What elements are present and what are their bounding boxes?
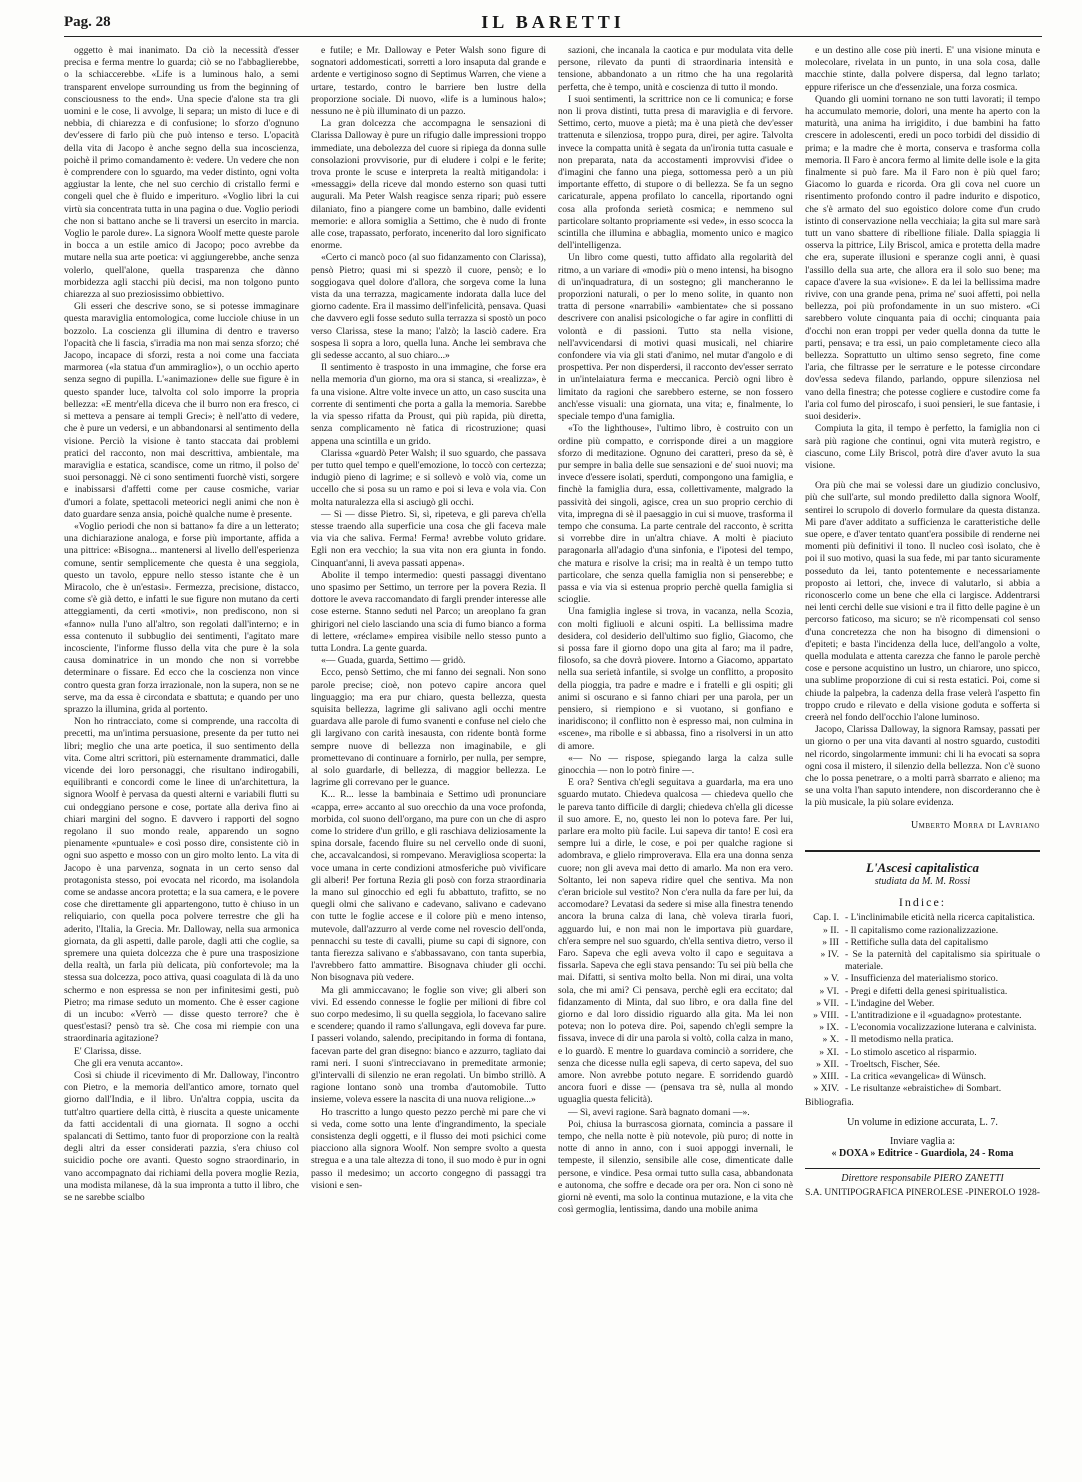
toc-chapter-title: - L'indagine del Weber. bbox=[845, 997, 935, 1009]
toc-chapter-title: - Il capitalismo come razionalizzazione. bbox=[845, 924, 999, 936]
bibliography: Bibliografia. bbox=[805, 1097, 854, 1109]
paragraph: Ma gli ammiccavano; le foglie son vive; gli alberi son vivi. Ed essendo connesse le foglie per milioni di fibre col suo corpo medesimo, lì su quella seggiola, lo facevano salire e scendere; quando il ramo s'allungava, egli doveva far pure. I passeri volando, salendo, precipitando in forma di fontana, facevan parte del gran disegno: bianco e azzurro, tagliato dai rami neri. I suoni s'intrecciavano in premeditate armonie; gl'intervalli di silenzio ne eran regolati. Un bimbo strillò. A ragione lontano sonò una tromba d'automobile. Tutto insieme, voleva essere la nascita di una nuova religione...» bbox=[311, 984, 546, 1106]
paragraph: Una famiglia inglese si trova, in vacanza, nella Scozia, con molti figliuoli e alcuni ospiti. La bellissima madre desidera, col desiderio dell'ultimo suo figlio, Giacomo, che si possa fare il giorno dopo una gita al faro; ma il padre, filosofo, sa che dovrà piovere. Intorno a Giacomo, appartato nella sua serietà infantile, si svolge un conflitto, a proposito della pioggia, tra padre e madre e i fratelli e gli ospiti; gli animi si oscurano e si fanno chiari per una parola, per un pensiero, si riempiono e si vuotano, si gonfiano e inaridiscono; il conflitto non è espresso mai, non culmina in «scene», ma ribolle e si abbassa, fino a risolversi in un atto di amore. bbox=[558, 606, 793, 752]
toc-chapter-title: - Insufficienza del materialismo storico. bbox=[845, 973, 999, 985]
toc-chapter-title: - Lo stimolo ascetico al risparmio. bbox=[845, 1046, 977, 1058]
divider bbox=[805, 850, 1040, 852]
author-signature: Umberto Morra di Lavriano bbox=[910, 819, 1040, 831]
toc-chapter-number: Cap. I. bbox=[813, 912, 839, 924]
toc-item bbox=[805, 1083, 1040, 1095]
column-1 bbox=[64, 45, 299, 1465]
volume-price: Un volume in edizione accurata, L. 7. bbox=[847, 1116, 998, 1128]
toc-item bbox=[805, 1071, 1040, 1083]
paragraph: Ho trascritto a lungo questo pezzo perchè mi pare che vi si veda, come sotto una lente d'ingrandimento, la speciale consistenza degli oggetti, e il flusso dei moti psichici come piacciono alla signora Woolf. Non sempre svolto a questa stregua e a una tale altezza di tono, il suo modo è pur in ogni passo il medesimo; un accorto congegno di passaggi tra visioni e sen- bbox=[311, 1106, 546, 1191]
toc-item bbox=[805, 1010, 1040, 1022]
toc-item bbox=[805, 998, 1040, 1010]
printer: S.A. UNITIPOGRAFICA PINEROLESE -PINEROLO 1928- bbox=[805, 1188, 1040, 1199]
paragraph: «To the lighthouse», l'ultimo libro, è costruito con un ordine più compatto, e corrisponde direi a un maggiore sforzo di meditazione. Ognuno dei caratteri, preso da sè, è pur sempre in balìa delle sue sensazioni e de' suoi nuovi; ma invece d'essere isolati, sperduti, compongono una famiglia, e finchè la famiglia dura, essa, collettivamente, malgrado la passività dei singoli, agisce, crea un suo proprio cerchio di vita, impregna di sè il paesaggio in cui si muove, trasforma il tempo che consuma. La parte centrale del racconto, è scritta si vorrebbe dire in un'altra chiave. A molti è piaciuto paragonarla all'adagio d'una sinfonia, e l'ipotesi del tempo, che matura e risolve la crisi; ma in realtà è un tempo tutto particolare, che senza quella famiglia non si penserebbe; e passa e via via si estenua proprio perchè quella famiglia si scioglie. bbox=[558, 423, 793, 606]
toc-item bbox=[805, 1034, 1040, 1046]
toc-chapter-number: » IV. bbox=[820, 949, 839, 961]
masthead-title: IL BARETTI bbox=[481, 12, 625, 32]
paragraph: E' Clarissa, disse. bbox=[74, 1045, 142, 1057]
toc-chapter-title: - Il metodismo nella pratica. bbox=[845, 1034, 954, 1046]
index-heading: Indice: bbox=[898, 895, 947, 910]
paragraph: «— Guada, guarda, Settimo — gridò. bbox=[321, 655, 466, 667]
toc-chapter-number: » V. bbox=[823, 973, 839, 985]
toc-chapter-number: » II. bbox=[823, 924, 839, 936]
column-3 bbox=[558, 45, 793, 1465]
paragraph: La gran dolcezza che accompagna le sensazioni di Clarissa Dalloway è pure un rifugio dalle impressioni troppo immediate, una debolezza del cuore si ripiega da donna sulle consolazioni provvisorie, pur di eludere i colpi e le ferite; trova pronte le scuse e interpreta la realtà mitigandola: i «messaggi» della riceve dal mondo esterno son quasi tutti augurali. Ma Peter Walsh reagisce senza ripari; può essere dilaniato, fino a piangere come un bambino, dalle evidenti memorie: e allora somiglia a Settimo, che è nudo di fronte alle cose, trapassato, perforato, incenerito dal loro significato enorme. bbox=[311, 118, 546, 252]
columns bbox=[64, 45, 1042, 1465]
paragraph: e un destino alle cose più inerti. E' una visione minuta e molecolare, rivelata in un punto, in una sola cosa, dalle macchie stinte, dalla polvere dispersa, dal legno tarlato; eppure riferisce un che d'essenziale, una forza cosmica. bbox=[805, 45, 1040, 93]
section-break bbox=[805, 472, 1040, 480]
paragraph: Jacopo, Clarissa Dalloway, la signora Ramsay, passati per un giorno o per una vita davanti al nostro sguardo, custoditi nel ricordo, singolarmente immuni: chi li ha evocati sa sopra ogni cosa il mistero, il silenzio della bellezza. Non c'è suono che lo possa penetrare, o a molti parrà sbarrato e alieno; ma se una volta l'han saputo intendere, non discorderanno che è la più musicale, la più solare evidenza. bbox=[805, 724, 1040, 809]
paragraph: I suoi sentimenti, la scrittrice non ce li comunica; e forse non li prova distinti, tutta presa di maraviglia e di fervore. Settimo, certo, muove a pietà; ma è una pietà che dev'esser trattenuta e silenziosa, troppo pura, direi, per agire. Talvolta invece la compatta unità è segata da un'ironia tutta casuale e non preparata, nata da accostamenti improvvisi d'idee o d'imagini che fanno una piega, sottomessa però a un più importante effetto, di stupore o di bellezza. Se fa un segno caricaturale, appena profilato lo cancella, riportando ogni cosa alla profonda serietà cosmica; e nemmeno sul particolare soltanto propriamente «si vede», in esso scocca la scintilla che illumina e abbaglia, momento unico e magico dell'intelligenza. bbox=[558, 93, 793, 252]
toc-chapter-number: » III bbox=[822, 936, 839, 948]
toc-item bbox=[805, 1059, 1040, 1071]
page-header bbox=[64, 8, 1042, 37]
toc-chapter-title: - L'economia vocalizzazione luterana e calvinista. bbox=[845, 1022, 1037, 1034]
toc-item bbox=[805, 925, 1040, 937]
toc-chapter-number: » VIII. bbox=[813, 1010, 839, 1022]
paragraph: Poi, chiusa la burrascosa giornata, comincia a passare il tempo, che nella notte è più notevole, più puro; di notte in notte di anno in anno, con i suoi appoggi invernali, le tempeste, il silenzio, sensibile alle cose, dimenticate dalle persone, e vindice. Pesa ormai tutto sulla casa, abbandonata e autonoma, che soffre e decade ora per ora. Non ci sono nè giorni nè eventi, ma solo la continua mutazione, e la vita che così germoglia, lentissima, dando una mobile anima bbox=[558, 1118, 793, 1216]
toc-item bbox=[805, 1022, 1040, 1034]
paragraph: Così si chiude il ricevimento di Mr. Dalloway, l'incontro con Pietro, e la memoria dell'antico amore, tornato quel giorno dall'India, e il libro. Un'altra coppia, uscita da tutt'altro quartiere della città, è riuscita a queste unicamente da fatti accidentali di una giornata. Il sogno a occhi spalancati di Settimo, tanto fuor di proporzione con la realtà degli altri da esser considerati pazzia, s'era chiuso col suicidio poche ore avanti. Questo sogno straordinario, in vano accompagnato dai richiami della povera moglie Rezia, una modista milanese, dà la sua impronta a tutto il libro, che se ne sarebbe scialbo bbox=[64, 1070, 299, 1204]
paragraph: e futile; e Mr. Dalloway e Peter Walsh sono figure di sognatori addomesticati, sorretti a loro insaputa dal grande e ardente e vertiginoso sogno di Septimus Warren, che viene a urtare, testardo, contro le barriere ben lustre della proporzione sociale. Di nuovo, «life is a luminous halo»; nessuno ne è più illuminato di un pazzo. bbox=[311, 45, 546, 118]
order-instructions: Inviare vaglia a: bbox=[890, 1135, 955, 1147]
paragraph: K... R... lesse la bambinaia e Settimo udì pronunciare «cappa, erre» accanto al suo orecchio da una voce profonda, morbida, col suono dell'organo, ma pure con un che di aspro come lo stridere d'un grillo, e gli raschiava deliziosamente la spina dorsale, facendo fluire su nel cervello onde di suoni, che, accavalcandosi, si rompevano. Meravigliosa scoperta: la voce umana in certe condizioni atmosferiche può vivificare gli alberi! Per fortuna Rezia gli posò con forza straordinaria la mano sul ginocchio ed egli fu abbattuto, trafitto, se no quegli olmi che salivano e cadevano, salivano e cadevano con tutte le foglie accese e il colore più e meno intenso, mutevole, dall'azzurro al verde come nel rovescio dell'onda, pennacchi su teste di cavalli, piume su capi di signore, con tanta fierezza salivano e s'abbassavano, con tanta superbia, l'avrebbero fatto ammattire. Bisognava chiuder gli occhi. Non bisognava più vedere. bbox=[311, 789, 546, 984]
paragraph: Compiuta la gita, il tempo è perfetto, la famiglia non ci sarà più ragione che continui, ogni vita muterà registro, e ciascuno, come Lily Briscol, potrà dire d'aver avuto la sua visione. bbox=[805, 423, 1040, 471]
paragraph: oggetto è mai inanimato. Da ciò la necessità d'esser precisa e ferma mentre lo guarda; ciò se no l'abbaglierebbe, o la schiaccerebbe. «Life is a luminous halo, a semi transparent envelope surrounding us from the beginning of consciousness to the end». Una specie d'alone sta tra gli uomini e le cose, li avvolge, li separa; un misto di luce e di nebbia, di chiarezza e di confusione; lo sforzo d'ognuno dev'essere di farlo più che può intenso e terso. L'opacità della vita di Jacopo è anche segno della sua incoscienza, poichè il primo comandamento è: vedere. Un vedere che non è comprendere con lo sguardo, ma veder distinto, ogni volta aggiustar la lente, che nel suo cerchio di cristallo fermi e congeli quel che è fluido e imperituro. «Voglio libri la cui virtù sia concentrata tutta in una pagina o due. Voglio periodi che non si battano anche se li traversi un esercito in marcia. Voglio le parole dure». La signora Woolf mette queste parole in bocca a un estile amico di Jacopo; poco avrebbe da mutare nella sua arte poetica: vi aggiungerebbe, anche senza volerlo, quell'alone, quella trasparenza che dànno morbidezza agli stacchi più decisi, ma non tolgono punto chiarezza al suo preziosissimo obbiettivo. bbox=[64, 45, 299, 301]
toc-chapter-number: » XII. bbox=[816, 1058, 839, 1070]
paragraph: Il sentimento è trasposto in una immagine, che forse era nella memoria d'un giorno, ma ora si stanca, si «realizza», è fa una visione. Altre volte invece un atto, un caso suscita una corrente di sentimenti che porta a galla la memoria. Sarebbe la via spesso rifatta da Proust, qui più rapida, più diretta, senza complicamento nè fatica di ricostruzione; quasi appena una scintilla e un grido. bbox=[311, 362, 546, 447]
paragraph: sazioni, che incanala la caotica e pur modulata vita delle persone, rilevato da punti di straordinaria intensità e tensione, abbandonato a un ritmo che ha una regolarità perfetta, che è tempo, unità e coscienza di tutto il mondo. bbox=[558, 45, 793, 93]
toc-chapter-number: » XI. bbox=[819, 1046, 839, 1058]
toc-chapter-title: - Rettifiche sulla data del capitalismo bbox=[845, 936, 989, 948]
paragraph: Gli esseri che descrive sono, se si potesse immaginare questa maraviglia entomologica, come lucciole chiuse in un bozzolo. La coscienza gli illumina di dentro e traverso l'opacità che li fascia, s'irradia ma non mai senza sforzo; ché Jacopo, incapace di sforzi, resta a noi come una facciata marmorea («la statua d'un ammiraglio»), o un occhio aperto senza segno di pupilla. L'«animazione» delle sue figure è in questo spander luce, talvolta col solo imporre la propria bellezza: «E mentr'ella diceva che il burro non era fresco, ci si metteva a pensare ai templi Greci»; è nell'atto di vedere, che è pure un vedersi, e un abbandonarsi al sentimento della visione. Perciò la visione è tanto staccata dai problemi pratici del racconto, non mai descrittiva, ambientale, ma maraviglia e estatica, scandisce, come un ritmo, il polso de' suoi personaggi. Nè ci sono sentimenti fuorchè visti, sorgere e inabissarsi d'affetti come per cause cosmiche, variar d'umori a folate, spettacoli meteorici negli animi che non è dato guardare senza ansia, poichè qualche nume è presente. bbox=[64, 301, 299, 520]
paragraph: «Certo ci mancò poco (al suo fidanzamento con Clarissa), pensò Pietro; quasi mi si spezzò il cuore, pensò; e lo soggiogava quel dolore d'allora, che sorgeva come la luna vista da una terrazza, magicamente indorata dalla luce del giorno cadente. Era il massimo dell'infelicità, pensava. Quasi che davvero egli fosse seduto sulla terrazza si spostò un poco verso Clarissa, stese la mano; l'alzò; la lasciò cadere. Era sospesa lì sopra a loro, quella luna. Anche lei sembrava che gli sedesse accanto, al suo chiaro...» bbox=[311, 252, 546, 362]
book-announcement bbox=[805, 859, 1040, 1160]
paragraph: Clarissa «guardò Peter Walsh; il suo sguardo, che passava per tutto quel tempo e quell'emozione, lo toccò con certezza; indugiò pieno di lagrime; e si sollevò e volò via, come un uccello che si posa su un ramo e poi si leva e vola via. Con molta naturalezza ella si asciugò gli occhi. bbox=[311, 447, 546, 508]
toc-chapter-number: » VII. bbox=[816, 997, 839, 1009]
toc-item bbox=[805, 973, 1040, 985]
page-number: Pag. 28 bbox=[64, 14, 111, 30]
paragraph: E ora? Sentiva ch'egli seguitava a guardarla, ma era uno sguardo mutato. Chiedeva qualcosa — chiedeva quello che le pareva tanto difficile di dargli; chiedeva ch'ella gli dicesse il suo amore. E, no, questo lei non lo poteva fare. Per lui, parlare era molto più facile. Lui sapeva dir tanto! E così era sempre lui a dirle, le cose, e poi per qualche ragione si adombrava, e glielo rimproverava. Ella era una donna senza cuore; non gli aveva mai detto di amarlo. Ma non era vero. Soltanto, lei non sapeva ridire quel che sentiva. Ma non c'eran briciole sul vestito? Non c'era nulla da fare per lui, da accomodare? Levatasi da sedere si mise alla finestra tenendo ancora la bruna calza di lana, chè voleva tirarla fuori, agguardo lui, e non mai non le importava più guardare, ch'era sempre nel suo sguardo, ch'ella sentiva dietro, verso il Faro. Sapeva che egli aveva volto il capo e seguitava a fissarla. Sapeva che egli stava pensando: Tu sei più bella che mai. Difatti, si sentiva molto bella. Non mi dirai, una volta sola, che mi ami? Ci pensava, perchè egli era eccitato; dal fidanzamento di Minta, dal suo libro, e ora dalla fine del giorno e dal loro dissidio riguardo alla gita. Ma lei non poteva; non lo poteva dire. Poi, sapendo ch'egli sempre la fissava, invece di dir una parola si voltò, colla calza in mano, e lo guardò. E mentre lo guardava cominciò a sorridere, che senza che dicesse nulla egli sapeva, di certo sapeva, del suo amore. Non avrebbe potuto negare. E sorridendo guardò ancora fuori e disse — (pensava tra sè, nulla al mondo uguaglia questa felicità). bbox=[558, 777, 793, 1106]
toc-item bbox=[805, 949, 1040, 973]
toc-chapter-title: - Pregi e difetti della genesi spiritualistica. bbox=[845, 985, 1008, 997]
paragraph: «— No — rispose, spiegando larga la calza sulle ginocchia — non lo potrò finire —. bbox=[558, 752, 793, 776]
column-4 bbox=[805, 45, 1040, 1465]
column-4-body bbox=[805, 45, 1040, 810]
toc-chapter-title: - L'antitradizione e il «guadagno» protestante. bbox=[845, 1010, 1022, 1022]
publisher: « DOXA » Editrice - Guardiola, 24 - Roma bbox=[831, 1147, 1014, 1159]
paragraph: Che gli era venuta accanto». bbox=[74, 1057, 183, 1069]
paragraph: Quando gli uomini tornano ne son tutti lavorati; il tempo ha accumulato memorie, dolori, una mente ha aperto con la maturità, una anima ha irrigidito, i due bambini ha fatto crescere in adolescenti, eredi un poco torbidi del dissidio di prima; e la madre che è morta, conserva e trasforma colla memoria. Il Faro è ancora fermo al limite delle isole e la gita finalmente si può fare. Ma il Faro non è più quel faro; Giacomo lo guarda e ricorda. Ora gli cova nel cuore un risentimento profondo contro il padre indurito e dispotico, che s'è armato del suo egoistico dolore come d'un crudo istinto di conservazione nella vecchiaia; la gita sul mare sarà tutt un vano sbattere di ribellione filiale. Dalla spiaggia li osserva la pittrice, Lily Briscol, amica e protetta della madre che era, superate illusioni e speranze cogli anni, è quasi l'assillo della sua arte, che allora era il solo suo bene; ma capace d'avere la sua «visione». E da lei la bellissima madre rivive, con una grande pena, prima ne' suoi affetti, poi nella bellezza, poi più profondamente in un suo mistero. «Ci sarebbero volute cinquanta paia di occhi; cinquanta paia d'occhi non eran troppi per veder quella donna da tutte le parti, pensava; e tra essi, un paio completamente cieco alla bellezza. Soprattutto un ultimo senso segreto, fine come l'aria, che filtrasse per le serrature e le potesse circondare dov'essa sedeva filando, parlando, oppure silenziosa nel vano della finestra; che potesse cogliere e custodire come fa l'aria col fumo del piroscafo, i suoi pensieri, le sue fantasie, i suoi desideri». bbox=[805, 93, 1040, 423]
paragraph: Abolite il tempo intermedio: questi passaggi diventano uno spasimo per Settimo, un terrore per la povera Rezia. Il dottore le aveva raccomandato di fargli prender interesse alle cose esterne. Stanno seduti nel Parco; un areoplano fa gran ghirigori nel cielo lasciando una scia di fumo bianco a forma di lettere, «réclame» empirea visibile nello stesso punto a tutta Londra. La gente guarda. bbox=[311, 569, 546, 654]
column-2 bbox=[311, 45, 546, 1465]
toc-chapter-title: - La critica «evangelica» di Wünsch. bbox=[845, 1071, 987, 1083]
toc-chapter-number: » XIII. bbox=[812, 1071, 839, 1083]
paragraph: — Sì, avevi ragione. Sarà bagnato domani —». bbox=[568, 1106, 750, 1118]
toc-item bbox=[805, 1047, 1040, 1059]
toc-chapter-title: - Le risultanze «ebraistiche» di Sombart. bbox=[845, 1083, 1002, 1095]
toc-chapter-number: » VI. bbox=[819, 985, 839, 997]
paragraph: Ecco, pensò Settimo, che mi fanno dei segnali. Non sono parole precise; cioè, non potevo capire ancora quel linguaggio; ma era pur chiaro, questa bellezza, questa squisita bellezza, lagrime gli salivano agli occhi mentre guardava alle parole di fumo svanenti e confuse nel cielo che gli largivano con carità inesausta, con ridente bontà forme sempre nuove di bellezza non imaginabile, e gli promettevano di continuare a fornirlo, per nulla, per sempre, al solo guardarle, di bellezza, di maggior bellezza. Le lagrime gli correvano per le guance. bbox=[311, 667, 546, 789]
toc-chapter-title: - Troeltsch, Fischer, Sée. bbox=[845, 1058, 941, 1070]
director: Direttore responsabile PIERO ZANETTI bbox=[841, 1172, 1004, 1184]
paragraph: «Voglio periodi che non si battano» fa dire a un letterato; una dichiarazione analoga, e forse più importante, affida a una pittrice: «Bisogna... mantenersi al livello dell'esperienza comune, sentir semplicemente che questa è una seggiola, questo un tavolo, eppure nello stesso istante che è un Miracolo, che è un'estasi». Fermezza, precisione, distacco, come s'è già detto, e infatti le sue figure non mutano da certi atteggiamenti, da certi «motivi», non prediscono, non si «fanno» nulla l'uno all'altro, son regolati dall'interno; e in essa contenuto il subbuglio dei sentimenti, l'agitato mare incosciente, l'informe flusso della vita che pure è la sola causa dominatrice in un mondo che non si vorrebbe determinare o fissare. Ed ecco che la coscienza non vince contro questa gran forza irrazionale, non la supera, non se ne serve, ma da essa è circondata e sbattuta; e quando per uno sprazzo la illumina, grida al portento. bbox=[64, 520, 299, 715]
toc-chapter-title: - L'inclinimabile eticità nella ricerca capitalistica. bbox=[845, 912, 1035, 924]
toc-item bbox=[805, 912, 1040, 924]
book-title: L'Ascesi capitalistica bbox=[865, 859, 979, 875]
toc-chapter-number: » IX. bbox=[819, 1022, 839, 1034]
paragraph: Ora più che mai se volessi dare un giudizio conclusivo, più che sull'arte, sul mondo prediletto dalla signora Woolf, sentirei lo scrupolo di doverlo formulare da questa distanza. Mi pare d'aver additato a sufficienza le caratteristiche delle sue opere, e d'aver tentato quant'era possibile di renderne nei momenti più definitivi il tono. Il nucleo così isolato, che è poi il suo motivo, quasi la sua fede, mi par tanto sicuramente posseduto da lei, tanto potentemente e necessariamente proposto ai lettori, che, invece di valutarlo, si abbia a riconoscerlo come un bene che ella ci largisce. Addentrarsi nei lenti cerchi delle sue visioni e tra il fitto delle pagine è un percorso faticoso, ma sicuro; se n'è ricompensati col senso d'una concretezza che non ha bisogno di dimensioni o d'epiteti; e basta l'incidenza della luce, dell'angolo a volte, quella modulata e attenta carezza che fanno le parole perchè cose e persone acquistino un lustro, un chiarore, uno spicco, una sublime proporzione di cui si resta estatici. Poi, come si chiude la palpebra, la cadenza della frase velerà l'aspetto fin troppo crudo e rilevato e della visione goduta e sofferta si creerà nel fondo dell'occhio l'alone luminoso. bbox=[805, 480, 1040, 723]
toc-item bbox=[805, 937, 1040, 949]
toc-chapter-title: - Se la paternità del capitalismo sia spirituale o materiale. bbox=[845, 949, 1040, 973]
toc-item bbox=[805, 986, 1040, 998]
paragraph: Un libro come questi, tutto affidato alla regolarità del ritmo, a un variare di «modi» più o meno intensi, ha bisogno di un'inquadratura, di un sostegno; gli mancheranno le proporzioni naturali, o per lo meno solite, in quanto non tratta di persone «narrabili» «ambientate» che si possano descrivere con analisi psicologiche o far agire in conflitti di volontà e di passioni. Tutto sta nella visione, nell'avvicendarsi di motivi quasi musicali, nel chiarire confondere via via gli stati d'animo, nel mutar d'angolo e di prospettiva. Per non disperdersi, il racconto dev'esser serrato in un'intelaiatura ferma e meccanica. Perciò ogni libro è limitato da ragioni che sarebbero esterne, se non fossero anch'esse visuali: una giornata, una vita; e, finalmente, lo speciale tempo d'una famiglia. bbox=[558, 252, 793, 423]
toc-chapter-number: » X. bbox=[822, 1034, 839, 1046]
table-of-contents bbox=[805, 912, 1040, 1095]
paragraph: — Sì — disse Pietro. Sì, sì, ripeteva, e gli pareva ch'ella stesse traendo alla superficie una cosa che gli faceva male via via che saliva. Ferma! Ferma! avrebbe voluto gridare. Egli non era vecchio; la sua vita non era giunta in fondo. Cinquant'anni, li aveva passati appena». bbox=[311, 508, 546, 569]
book-author: studiata da M. M. Rossi bbox=[874, 876, 971, 887]
paragraph: Non ho rintracciato, come si comprende, una raccolta di precetti, ma un'intima persuasione, presente da per tutto nei libri; meglio che una arte poetica, il suo sentimento della vita. Come altri scrittori, più esternamente drammatici, dalle vicende dei loro personaggi, che risultano indirogabili, equilibranti e concordi come le linee di un'architettura, la signora Woolf è pervasa da questi alterni e variabili flutti su cui ondeggiano persone e cose, portate alla deriva fino ai chiari margini del sogno. E davvero i rapporti del sogno regolano il suo mondo reale, apparendo un sogno pienamente «puntuale» e così posso dire, consistente ciò in ogni suo aspetto e mosso con un giro molto lento. La vita di Jacopo è una parvenza, sognata in un certo senso dal protagonista stesso, poi evocata nel ricordo, ma isolandola come se andasse ancora protetta; e la sua camera, e le povere cose che direttamente gli appartengono, tutto è chiuso in un reliquiario, con quella poca polvere terrestre che gli ha aderito, l'Italia, la Grecia. Mr. Dalloway, nella sua armonica giornata, da gli aspetti, dalle parole, dagli atti che coglie, sa spremere una quieta dolcezza che è pure una trasposizione della realtà, un farla più delicata, più confortevole; ma la stessa sua dolcezza, poco attiva, quasi coagulata di là da uno schermo e non espressa se non per infinitesimi gesti, può Pietro; ma rimase seduto un momento. Che è esser cagione di un incubo: «Verrò — disse questo terrore? che è quest'estasi? pensò tra sè. Che cosa mi riempie con una straordinaria agitazione? bbox=[64, 716, 299, 1045]
footer-divider bbox=[805, 1168, 1040, 1169]
toc-chapter-number: » XIV. bbox=[813, 1083, 839, 1095]
